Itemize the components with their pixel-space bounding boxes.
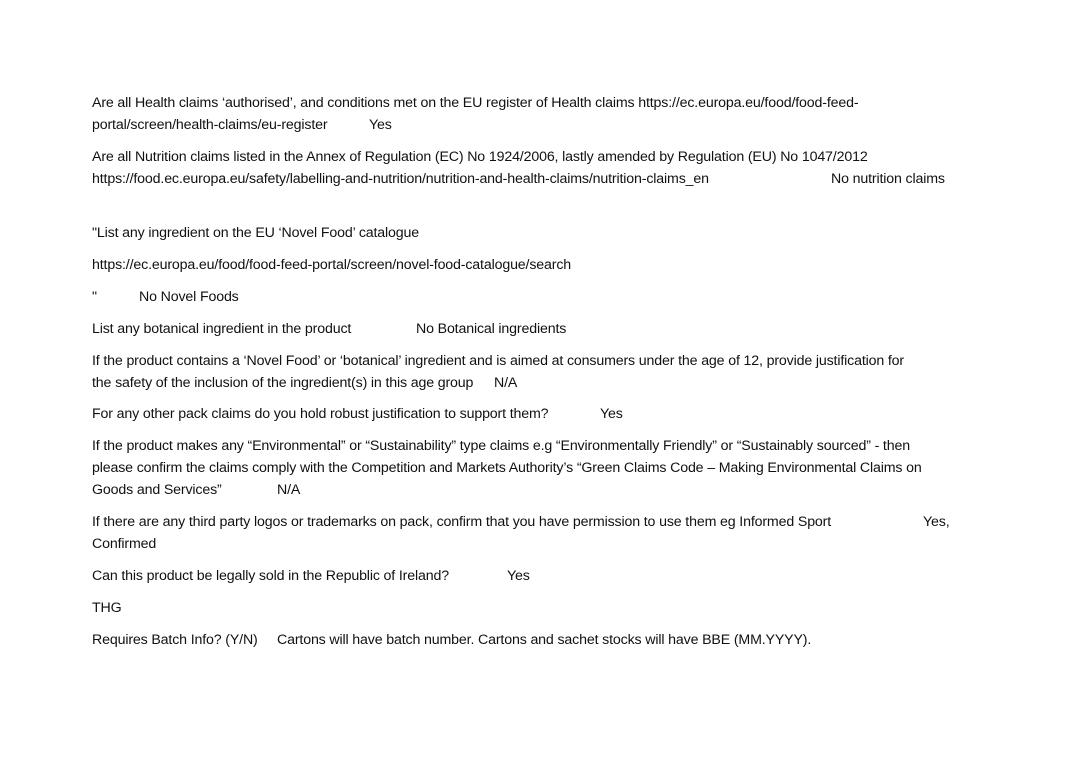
question-text: For any other pack claims do you hold robust justification to support them? <box>92 406 549 422</box>
question-text: If the product makes any “Environmental” or “Sustainability” type claims e.g “Environmentally Friendly” or “Sustainably sourced” - then <box>92 438 910 454</box>
question-text: List any botanical ingredient in the product <box>92 321 352 337</box>
question-text: Goods and Services” <box>92 482 222 498</box>
question-text: Can this product be legally sold in the Republic of Ireland? <box>92 568 449 584</box>
question-text: the safety of the inclusion of the ingredient(s) in this age group <box>92 375 474 391</box>
question-text: If the product contains a ‘Novel Food’ or ‘botanical’ ingredient and is aimed at consumers under the age of 12, provide justification for <box>92 353 904 369</box>
answer-text: N/A <box>494 375 518 391</box>
answer-text: Yes, <box>923 514 950 530</box>
question-text: Are all Health claims ‘authorised’, and conditions met on the EU register of Health claims https://ec.europa.eu/food/food-feed- <box>92 95 859 111</box>
question-text: If there are any third party logos or trademarks on pack, confirm that you have permission to use them eg Informed Sport <box>92 514 832 530</box>
section-label: THG <box>92 600 122 616</box>
answer-text: Yes <box>369 117 392 133</box>
question-text: Requires Batch Info? (Y/N) <box>92 632 258 648</box>
answer-text: No Novel Foods <box>139 289 239 305</box>
answer-text: N/A <box>277 482 301 498</box>
answer-text: Cartons will have batch number. Cartons and sachet stocks will have BBE (MM.YYYY). <box>277 632 812 648</box>
question-text: https://ec.europa.eu/food/food-feed-portal/screen/novel-food-catalogue/search <box>92 257 572 273</box>
answer-text: No nutrition claims <box>831 171 945 187</box>
question-text: https://food.ec.europa.eu/safety/labelling-and-nutrition/nutrition-and-health-claims/nutrition-claims_en <box>92 171 709 187</box>
question-text: Are all Nutrition claims listed in the Annex of Regulation (EC) No 1924/2006, lastly amended by Regulation (EU) No 1047/2012 <box>92 149 868 165</box>
question-text: please confirm the claims comply with the Competition and Markets Authority’s “Green Claims Code – Making Environmental Claims on <box>92 460 922 476</box>
answer-text: Yes <box>507 568 530 584</box>
question-text: portal/screen/health-claims/eu-register <box>92 117 328 133</box>
question-text: "List any ingredient on the EU ‘Novel Food’ catalogue <box>92 225 420 241</box>
answer-text-continued: Confirmed <box>92 536 157 552</box>
answer-text: Yes <box>600 406 623 422</box>
question-text: " <box>92 289 97 305</box>
answer-text: No Botanical ingredients <box>416 321 567 337</box>
